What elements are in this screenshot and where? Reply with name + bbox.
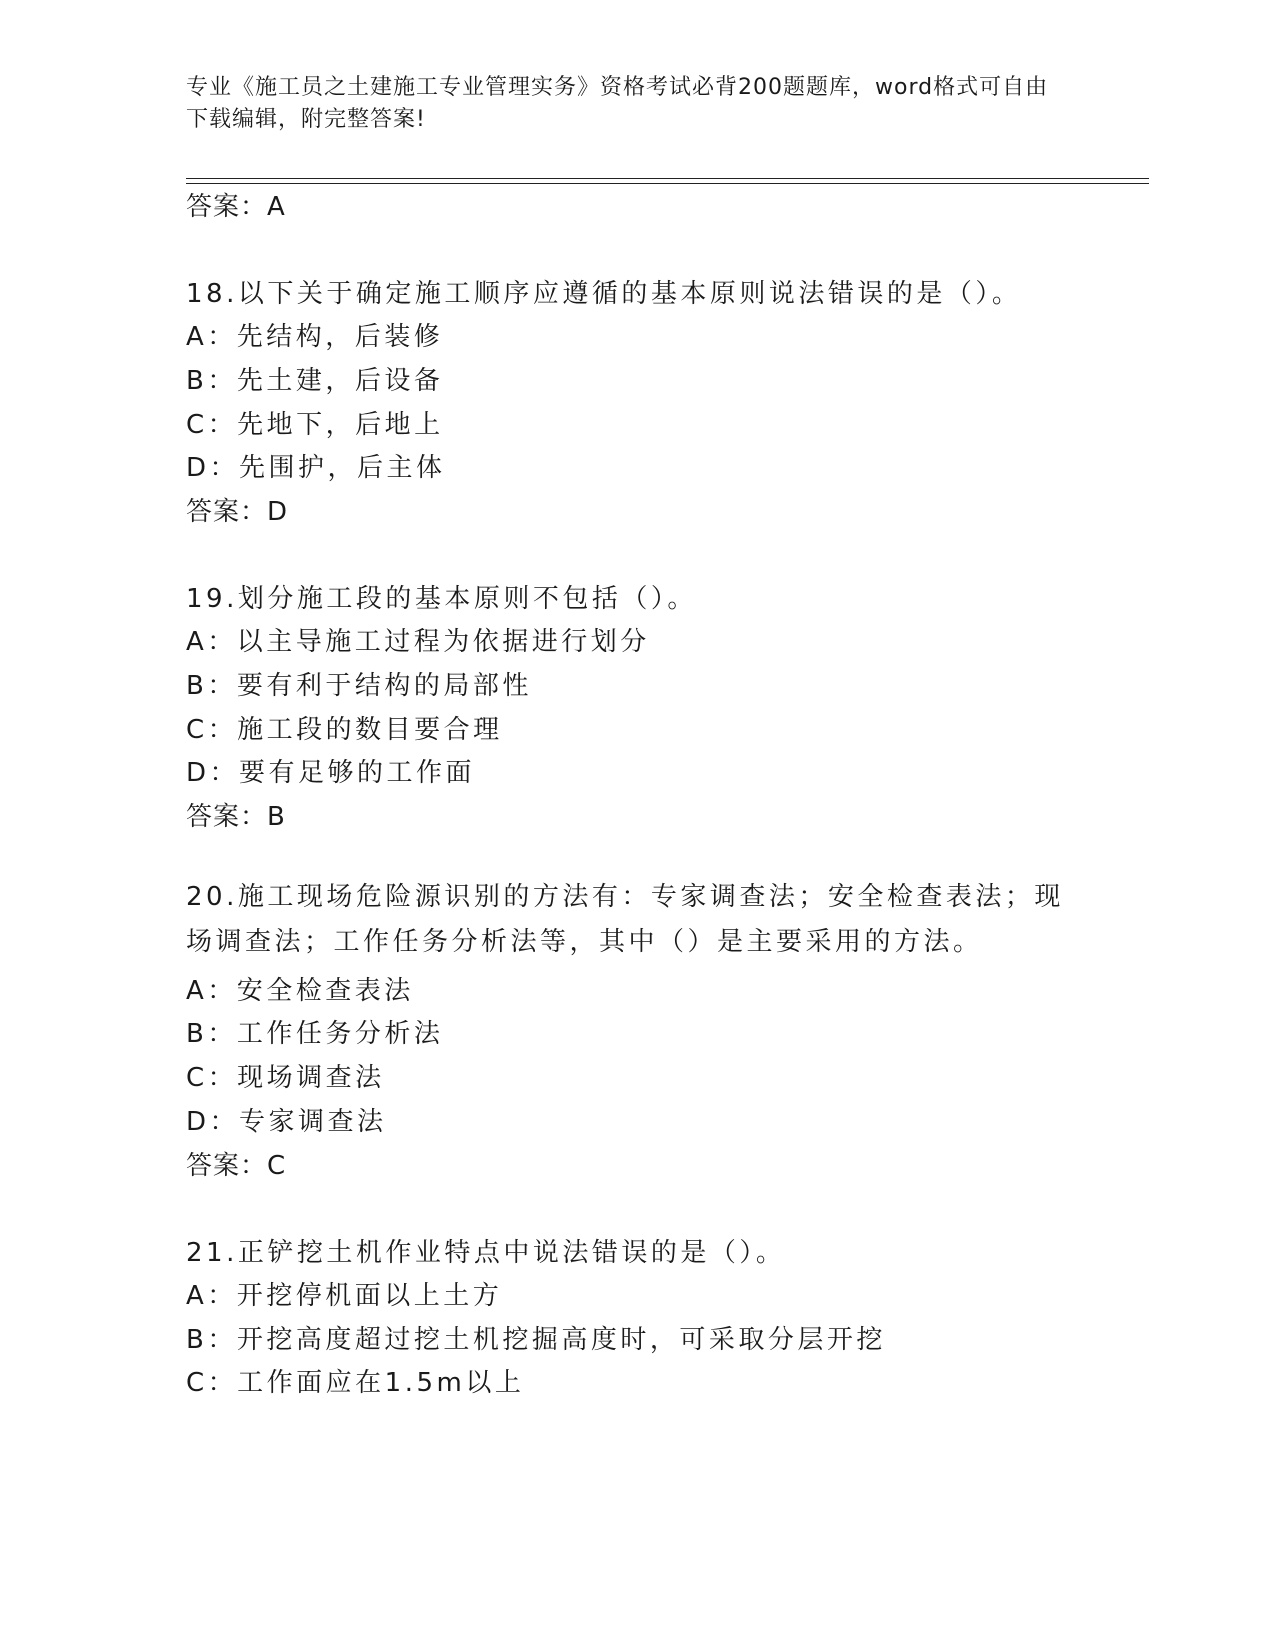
question-20-option-a: A：安全检查表法 <box>186 976 414 1006</box>
question-19-stem: 19.划分施工段的基本原则不包括（）。 <box>186 584 697 614</box>
question-20-option-b: B：工作任务分析法 <box>186 1019 444 1049</box>
question-19-answer: 答案：B <box>186 802 286 832</box>
question-19-option-b: B：要有利于结构的局部性 <box>186 671 532 701</box>
header-divider-bottom <box>186 183 1149 184</box>
previous-answer: 答案：A <box>186 192 286 222</box>
question-21-stem: 21.正铲挖土机作业特点中说法错误的是（）。 <box>186 1238 786 1268</box>
document-header: 专业《施工员之土建施工专业管理实务》资格考试必背200题题库，word格式可自由下载编辑，附完整答案! <box>186 75 1049 132</box>
question-19-option-c: C：施工段的数目要合理 <box>186 715 503 745</box>
question-20-option-c: C：现场调查法 <box>186 1063 385 1093</box>
question-21-option-b: B：开挖高度超过挖土机挖掘高度时，可采取分层开挖 <box>186 1325 886 1355</box>
question-19-option-a: A：以主导施工过程为依据进行划分 <box>186 627 650 657</box>
question-20-stem: 20.施工现场危险源识别的方法有：专家调查法；安全检查表法；现场调查法；工作任务分析法等，其中（）是主要采用的方法。 <box>186 882 1064 957</box>
question-18-option-b: B：先土建，后设备 <box>186 366 444 396</box>
question-21-option-c: C：工作面应在1.5m以上 <box>186 1368 525 1398</box>
question-20-option-d: D：专家调查法 <box>186 1107 387 1137</box>
question-18-option-d: D：先围护，后主体 <box>186 453 446 483</box>
question-18-option-c: C：先地下，后地上 <box>186 410 444 440</box>
header-divider-top <box>186 178 1149 179</box>
question-18-answer: 答案：D <box>186 497 289 527</box>
question-19-option-d: D：要有足够的工作面 <box>186 758 476 788</box>
question-21-option-a: A：开挖停机面以上土方 <box>186 1281 503 1311</box>
question-20-answer: 答案：C <box>186 1151 287 1181</box>
question-18-stem: 18.以下关于确定施工顺序应遵循的基本原则说法错误的是（）。 <box>186 279 1022 309</box>
question-18-option-a: A：先结构，后装修 <box>186 322 444 352</box>
